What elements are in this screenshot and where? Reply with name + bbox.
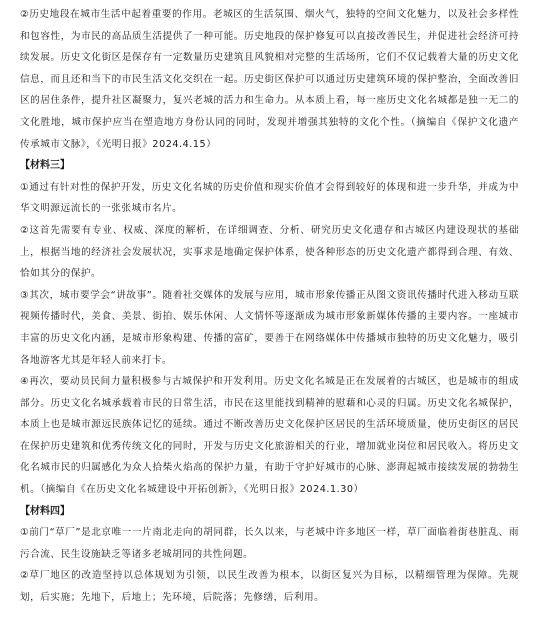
paragraph-material4-2: ②草厂地区的改造坚持以总体规划为引领，以民生改善为根本，以街区复兴为目标，以精细管理为保障。先规划，后实施；先地下，后地上；先环境，后院落；先修缮，后利用。 <box>20 570 519 604</box>
paragraph-material3-1: ①通过有针对性的保护开发，历史文化名城的历史价值和现实价值才会得到较好的体现和进一步升华，并成为中华文明源远流长的一张张城市名片。 <box>20 181 519 215</box>
paragraph-material3-4: ④再次，要动员民间力量积极参与古城保护和开发利用。历史文化名城是正在发展着的古城区，也是城市的组成部分。历史文化名城承载着市民的日常生活，市民在这里能找到精神的慰藉和心灵的归属。历史文化名城保护，本质上也是城市源远民族体记忆的延续。通过不断改善历史文化保护区居民的生活环境质量，使历史街区的居民在保护历史建筑和优秀传统文化的同时，开发与历史文化旅游相关的行业，增加就业岗位和居民收入。将历史文化名城市民的归属感化为众人拾柴火焰高的保护力量，有助于守护好城市的心脉、澎湃起城市接续发展的勃勃生机。（摘编自《在历史文化名城建设中开拓创新》，《光明日报》2024.1.30） <box>20 376 519 496</box>
heading-material3: 【材料三】 <box>20 160 70 172</box>
heading-material4: 【材料四】 <box>20 505 70 517</box>
paragraph-material2-2: ②历史地段在城市生活中起着重要的作用。老城区的生活氛围、烟火气，独特的空间文化魅力，以及社会多样性和包容性，为市民的高品质生活提供了一种可能。历史地段的保护修复可以直接改善民生，并促进社会经济可持续发展。历史文化街区是保存有一定数量历史建筑且风貌相对完整的生活场所，它们不仅记载着大量的历史文化信息，而且还和当下的市民生活文化交织在一起。历史街区保护可以通过历史建筑环境的保护整治，全面改善旧区的居住条件，提升社区凝聚力，复兴老城的活力和生命力。从本质上看，每一座历史文化名城都是独一无二的文化胜地，城市保护应当在塑造地方身份认同的同时，发现并增强其独特的文化个性。（摘编自《保护文化遗产传承城市文脉》，《光明日报》2024.4.15） <box>20 9 519 150</box>
paragraph-material3-3: ③其次，城市要学会“讲故事”。随着社交媒体的发展与应用，城市形象传播正从图文资讯传播时代进入移动互联视频传播时代，美食、美景、街拍、娱乐休闲、人文情怀等逐渐成为城市形象新媒体传播的主要内容。一座城市丰富的历史文化内涵，是城市形象构建、传播的富矿，要善于在网络媒体中传播城市独特的历史文化魅力，吸引各地游客尤其是年轻人前来打卡。 <box>20 289 519 366</box>
paragraph-material3-2: ②这首先需要有专业、权威、深度的解析，在详细调查、分析、研究历史文化遗存和古城区内建设现状的基础上，根据当地的经济社会发展状况，实事求是地确定保护体系，使各种形态的历史文化遗产都得到合理、有效、恰如其分的保护。 <box>20 224 519 280</box>
paragraph-material4-1: ①前门“草厂”是北京唯一一片南北走向的胡同群，长久以来，与老城中许多地区一样，草厂面临着街巷脏乱、雨污合流、民生设施缺乏等诸多老城胡同的共性问题。 <box>20 527 519 560</box>
